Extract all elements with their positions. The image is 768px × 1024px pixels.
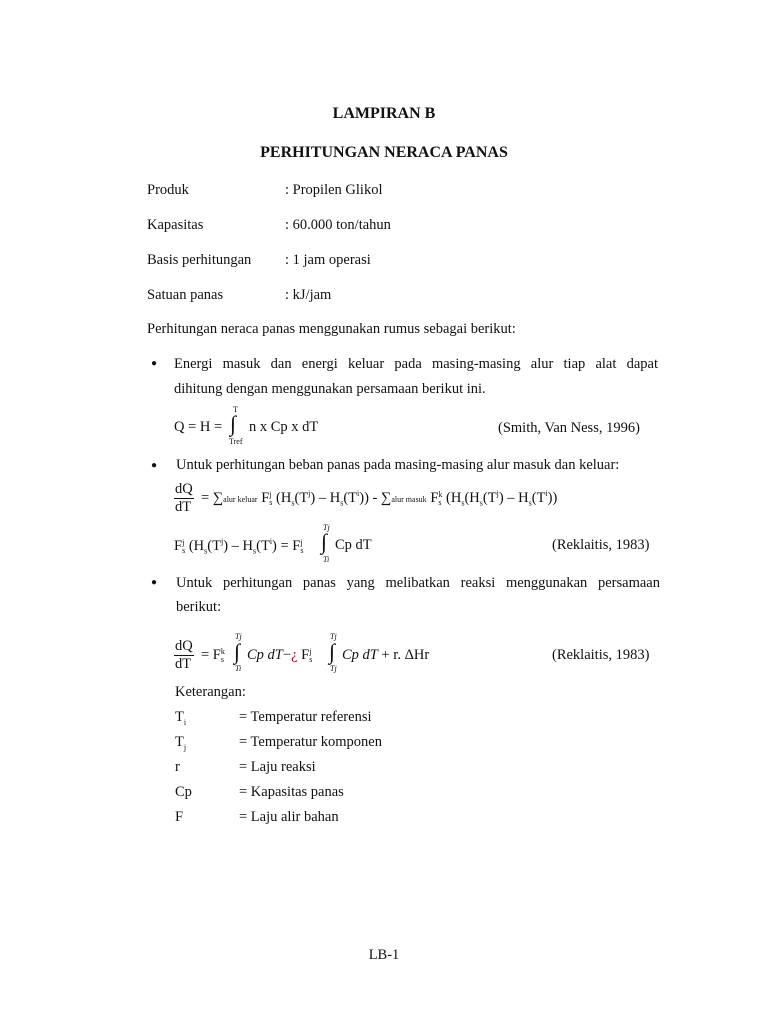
bullet-icon: ● bbox=[151, 577, 158, 588]
def-description: = Laju alir bahan bbox=[239, 809, 339, 825]
def-symbol: r bbox=[175, 759, 180, 775]
eq3-lhs: F j s ($H_s(T^j) - H_s(T^i) = F$ j s bbox=[174, 537, 304, 556]
sum-icon: ∑ bbox=[212, 489, 224, 506]
def-description: = Kapasitas panas bbox=[239, 784, 344, 800]
bullet3-line2: berikut: bbox=[176, 599, 222, 615]
eq1-reference: (Smith, Van Ness, 1996) bbox=[498, 420, 640, 436]
bullet1-line1: Energi masuk dan energi keluar pada masing-masing alur tiap alat dapat bbox=[174, 356, 658, 372]
eq4-tail: Cp dT + r. ΔHr bbox=[342, 647, 430, 663]
frac-numerator: dQ bbox=[175, 638, 193, 654]
eq4-mid: Cp dT−¿ F j s bbox=[247, 646, 313, 664]
eq3-reference: (Reklaitis, 1983) bbox=[552, 537, 650, 553]
page-subtitle: PERHITUNGAN NERACA PANAS bbox=[260, 144, 508, 161]
def-description: = Temperatur komponen bbox=[239, 734, 382, 750]
info-value-produk: : Propilen Glikol bbox=[285, 182, 383, 198]
eq4-F1: = F k s bbox=[201, 646, 225, 664]
eq4-fraction bbox=[174, 638, 194, 673]
integral-icon: ∫ bbox=[234, 639, 241, 664]
page-title: LAMPIRAN B bbox=[332, 105, 436, 122]
odd-char: ¿ bbox=[291, 647, 298, 663]
eq1-body: n x Cp x dT bbox=[249, 419, 319, 435]
eq4-int2-upper: Tj bbox=[330, 632, 337, 641]
info-label-kapasitas: Kapasitas bbox=[147, 217, 204, 233]
eq1-left: Q = H = bbox=[174, 419, 223, 435]
eq3-upper-limit: Tj bbox=[323, 523, 330, 532]
bullet-icon: ● bbox=[151, 460, 158, 471]
eq4-reference: (Reklaitis, 1983) bbox=[552, 647, 650, 663]
def-symbol: F bbox=[175, 809, 184, 825]
def-description: = Laju reaksi bbox=[239, 759, 316, 775]
bullet1-line2: dihitung dengan menggunakan persamaan berikut ini. bbox=[174, 381, 486, 397]
eq2-fraction bbox=[174, 481, 194, 516]
page-number: LB-1 bbox=[368, 947, 400, 963]
eq1-lower-limit: Tref bbox=[229, 437, 243, 446]
eq4-int1-upper: Tj bbox=[235, 632, 242, 641]
frac-denominator: dT bbox=[175, 499, 192, 515]
info-label-produk: Produk bbox=[147, 182, 189, 198]
frac-denominator: dT bbox=[175, 656, 192, 672]
eq1-upper-limit: T bbox=[233, 405, 238, 414]
integral-icon: ∫ bbox=[321, 529, 328, 554]
integral-icon: ∫ bbox=[329, 639, 336, 664]
info-value-satuan: : kJ/jam bbox=[285, 287, 332, 303]
def-symbol: Cp bbox=[175, 784, 192, 800]
info-value-kapasitas: : 60.000 ton/tahun bbox=[285, 217, 391, 233]
integral-icon: ∫ bbox=[230, 411, 237, 436]
frac-numerator: dQ bbox=[175, 481, 193, 497]
info-value-basis: : 1 jam operasi bbox=[285, 252, 371, 268]
info-label-basis: Basis perhitungan bbox=[147, 252, 252, 268]
eq3-body: Cp dT bbox=[335, 537, 372, 553]
def-description: = Temperatur referensi bbox=[239, 709, 372, 725]
bullet2-text: Untuk perhitungan beban panas pada masing-masing alur masuk dan keluar: bbox=[176, 457, 620, 473]
info-label-satuan: Satuan panas bbox=[147, 287, 224, 303]
intro-text: Perhitungan neraca panas menggunakan rumus sebagai berikut: bbox=[147, 321, 516, 337]
def-symbol: $T_j$ bbox=[175, 734, 187, 752]
sum-icon: ∑ bbox=[381, 489, 392, 506]
def-symbol: $T_i$ bbox=[175, 709, 187, 727]
bullet3-line1: Untuk perhitungan panas yang melibatkan reaksi menggunakan persamaan bbox=[176, 575, 660, 591]
eq4-int1-lower: Ti bbox=[235, 664, 242, 673]
eq2-rhs: = ∑alur keluar F j s $(H_s(T^j) - H_s(T^i))$ - ∑alur masuk F k s ($H_s(H_s(T^j) - H_s(T^i))$ bbox=[201, 489, 558, 508]
bullet-icon: ● bbox=[151, 358, 158, 369]
keterangan-label: Keterangan: bbox=[175, 684, 246, 700]
eq3-lower-limit: Ti bbox=[323, 555, 330, 564]
eq4-int2-lower: Tj bbox=[330, 664, 337, 673]
